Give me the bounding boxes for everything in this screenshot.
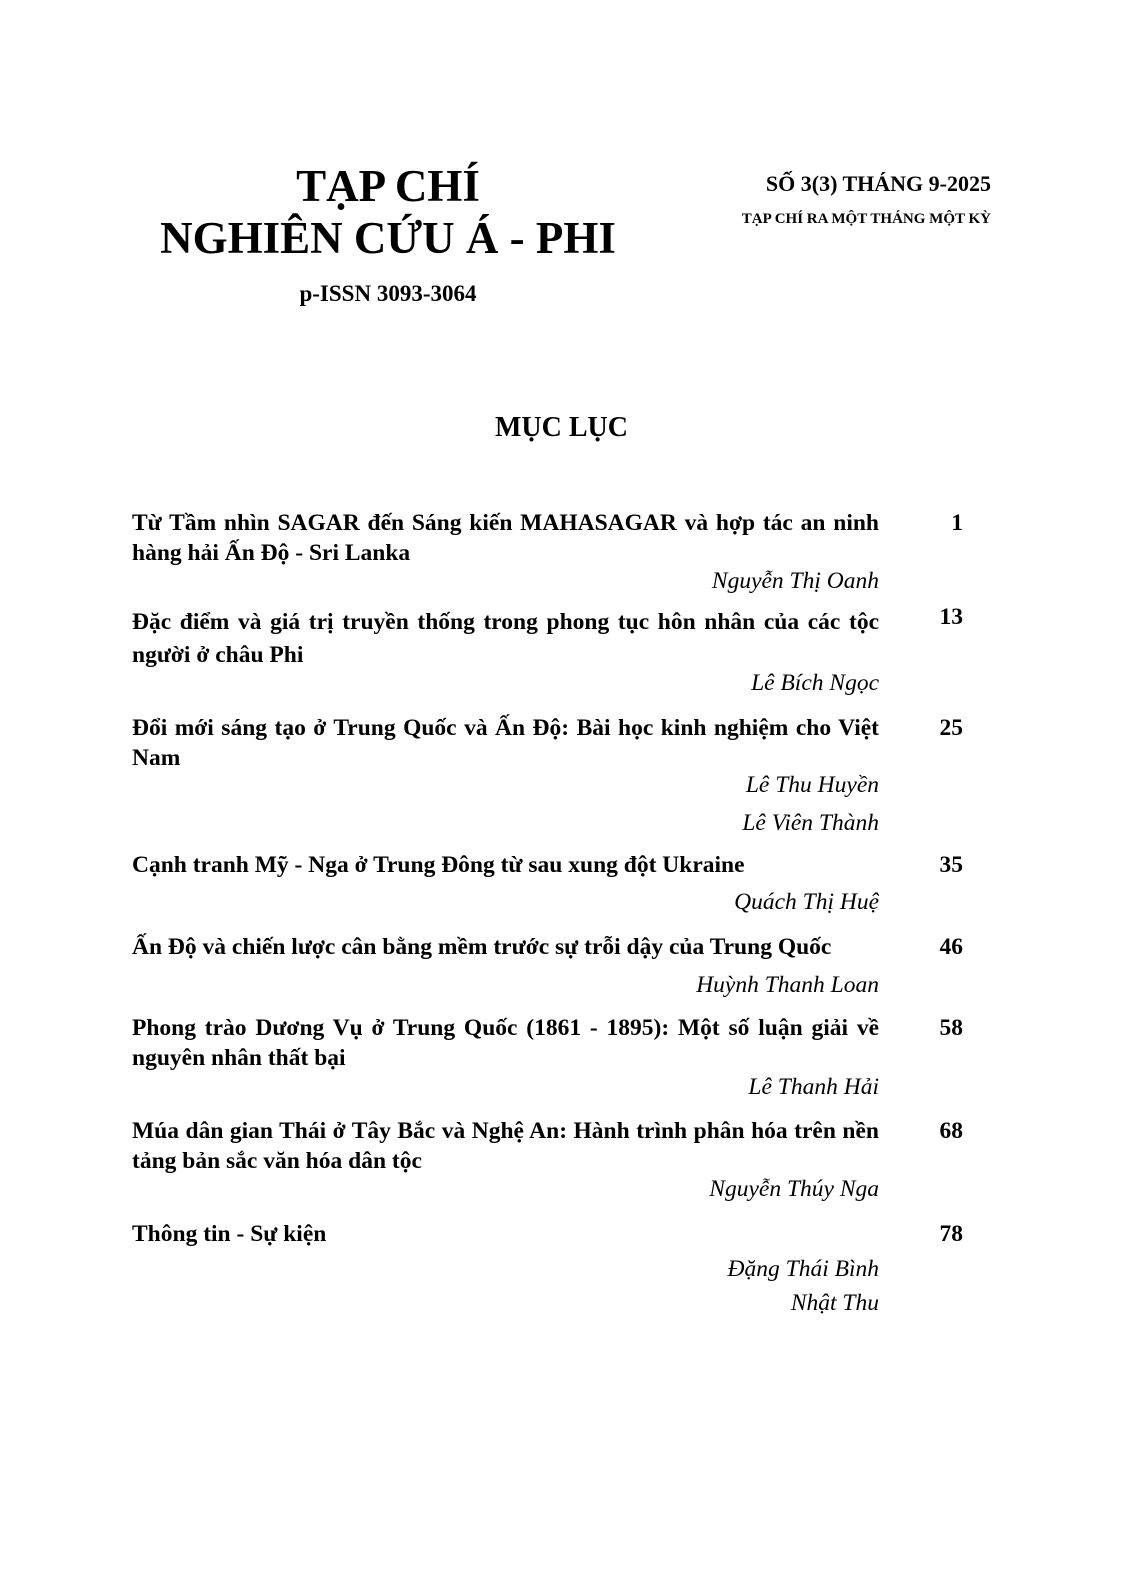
toc-entry-page: 46 <box>939 934 963 960</box>
issue-number: SỐ 3(3) THÁNG 9-2025 <box>765 171 991 196</box>
toc-entry-page: 78 <box>939 1221 963 1247</box>
toc-entry-author: Lê Thu Huyền <box>745 772 879 798</box>
toc-entry-page: 68 <box>939 1118 963 1144</box>
toc-entry-author: Nguyễn Thúy Nga <box>709 1176 879 1202</box>
toc-entry-page: 1 <box>951 510 963 536</box>
toc-entry-title[interactable]: Đổi mới sáng tạo ở Trung Quốc và Ấn Độ: Bài học kinh nghiệm cho Việt Nam <box>132 715 879 771</box>
toc-entry-author: Lê Thanh Hải <box>748 1074 879 1100</box>
toc-entry-author: Lê Viên Thành <box>742 810 879 836</box>
toc-entry-author: Huỳnh Thanh Loan <box>696 972 879 998</box>
toc-entry-title[interactable]: Múa dân gian Thái ở Tây Bắc và Nghệ An: Hành trình phân hóa trên nền tảng bản sắc văn hóa dân tộc <box>132 1118 879 1174</box>
toc-entry-title[interactable]: Thông tin - Sự kiện <box>132 1221 327 1247</box>
toc-entry-title[interactable]: Phong trào Dương Vụ ở Trung Quốc (1861 - 1895): Một số luận giải về nguyên nhân thất bại <box>132 1015 879 1071</box>
toc-entry-page: 35 <box>939 852 963 878</box>
toc-entry-author: Đặng Thái Bình <box>727 1256 879 1282</box>
toc-entry-author: Quách Thị Huệ <box>734 889 879 915</box>
issn-label: p-ISSN 3093-3064 <box>299 281 477 306</box>
toc-entry-title[interactable]: Đặc điểm và giá trị truyền thống trong phong tục hôn nhân của các tộc người ở châu Phi <box>132 609 879 668</box>
toc-entry-author: Lê Bích Ngọc <box>751 670 879 696</box>
toc-entry-title[interactable]: Ấn Độ và chiến lược cân bằng mềm trước sự trỗi dậy của Trung Quốc <box>132 934 832 960</box>
journal-title-line-2: NGHIÊN CỨU Á - PHI <box>160 213 616 263</box>
publication-frequency: TẠP CHÍ RA MỘT THÁNG MỘT KỲ <box>741 211 991 227</box>
toc-entry-author: Nhật Thu <box>790 1290 879 1316</box>
toc-entry-page: 25 <box>939 715 963 741</box>
toc-entry-page: 58 <box>939 1015 963 1041</box>
toc-entry-page: 13 <box>939 604 963 630</box>
toc-entry-title[interactable]: Từ Tầm nhìn SAGAR đến Sáng kiến MAHASAGAR và hợp tác an ninh hàng hải Ấn Độ - Sri Lanka <box>132 510 879 566</box>
journal-title-line-1: TẠP CHÍ <box>296 161 480 211</box>
toc-entry-author: Nguyễn Thị Oanh <box>711 568 879 594</box>
toc-heading: MỤC LỤC <box>495 412 628 443</box>
toc-entry-title[interactable]: Cạnh tranh Mỹ - Nga ở Trung Đông từ sau xung đột Ukraine <box>132 852 745 878</box>
